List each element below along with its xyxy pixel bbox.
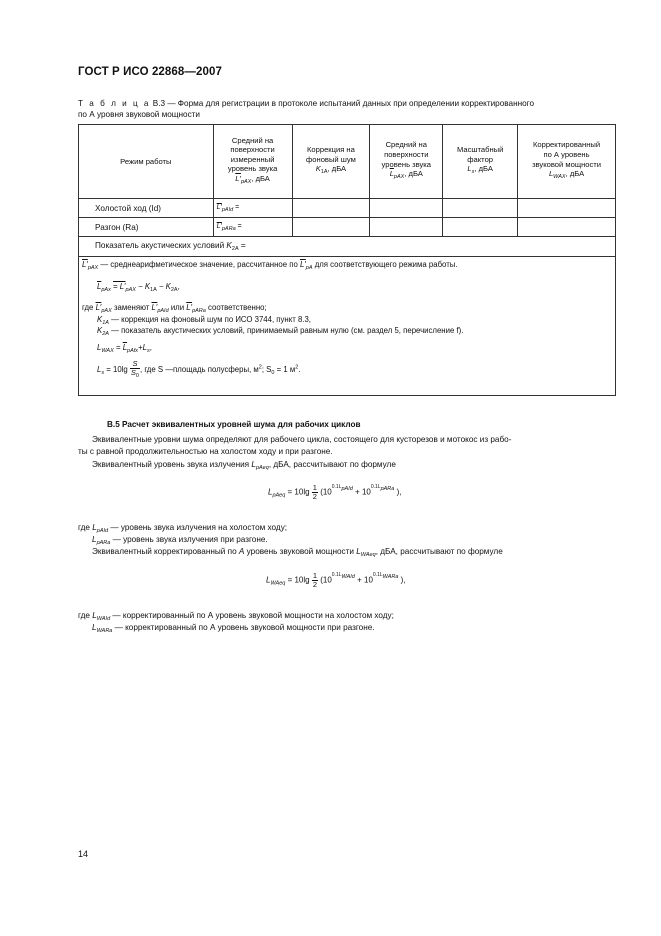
cell-racing-level[interactable]: $L'_{pARa}$ = xyxy=(213,218,292,237)
cell-idle-level[interactable]: $L'_{pAId}$ = xyxy=(213,199,292,218)
where-1: где $L_{pAId}$ — уровень звука излучения на холостом ходу; xyxy=(78,523,288,534)
note-7: $L_s = 10\lg$ $\frac{S}{S_0}$ , где S —площадь полусферы, $м^2$; $S_0 = 1$ $м^2$. xyxy=(97,359,301,379)
note-3: где $L'_{pAX}$ заменяют $L'_{pAId}$ или $L'_{pARa}$ соответственно; xyxy=(82,303,267,314)
cell-racing-ls[interactable] xyxy=(443,218,518,237)
caption-label: Т а б л и ц а xyxy=(78,99,151,108)
page-number: 14 xyxy=(78,849,89,859)
header-scale-factor: Масштабный фактор $L_s$, дБА xyxy=(443,125,518,199)
cell-racing-avg[interactable] xyxy=(370,218,443,237)
registration-table xyxy=(78,124,616,396)
section-title: В.5 Расчет эквивалентных уровней шума для рабочих циклов xyxy=(107,420,361,429)
row-label-idle: Холостой ход (Id) xyxy=(79,199,214,218)
table-notes-row xyxy=(79,257,616,396)
note-4: $K_{1A}$ — коррекция на фоновый шум по ИСО 3744, пункт 8.3, xyxy=(97,315,311,326)
header-measured-level: Средний на поверхности измеренный уровень звука $L'_{pAX}$, дБА xyxy=(213,125,292,199)
table-header-row xyxy=(79,125,616,199)
table-row-acoustic xyxy=(79,237,616,257)
note-2: $\overline{L}_{pAx} = L'_{pAX} - K_{1A} - K_{2A}$, xyxy=(97,282,180,293)
where-4: $L_{WARa}$ — корректированный по А уровень звуковой мощности при разгоне. xyxy=(92,623,375,634)
fraction-s-s0: $\frac{S}{S_0}$ xyxy=(130,359,139,379)
acoustic-conditions[interactable]: Показатель акустических условий $K_{2A}$ = xyxy=(79,237,616,257)
paragraph-3: Эквивалентный корректированный по А уровень звуковой мощности $L_{WAeq}$, дБА, рассчитывают по формуле xyxy=(92,547,503,558)
cell-idle-ls[interactable] xyxy=(443,199,518,218)
table-caption xyxy=(78,99,618,120)
where-2: $L_{pARa}$ — уровень звука излучения при разгоне. xyxy=(92,535,268,546)
formula-WAeq: $L_{WAeq} = 10\lg$ $\frac{1}{2}$ ($10^{0.1L_{WAId}} + 10^{0.1L_{WARa}}$ ), xyxy=(266,571,406,589)
fraction-one-half-2: $\frac{1}{2}$ xyxy=(312,571,317,589)
cell-idle-lwax[interactable] xyxy=(518,199,616,218)
header-sound-power: Корректированный по А уровень звуковой мощности $L_{WAX}$, дБА xyxy=(518,125,616,199)
cell-idle-k1a[interactable] xyxy=(292,199,370,218)
cell-racing-k1a[interactable] xyxy=(292,218,370,237)
notes-cell xyxy=(79,257,616,396)
paragraph-2: Эквивалентный уровень звука излучения $L_{pAeq}$, дБА, рассчитывают по формуле xyxy=(92,460,396,471)
paragraph-1-line-2: ты с равной продолжительностью на холостом ходу и при разгоне. xyxy=(78,447,333,456)
header-background-correction: Коррекция на фоновый шум $K_{1A}$, дБА xyxy=(292,125,370,199)
table-row xyxy=(79,199,616,218)
formula-pAeq: $L_{pAeq} = 10\lg$ $\frac{1}{2}$ ($10^{0.1L_{pAId}} + 10^{0.1L_{pARa}}$ ), xyxy=(268,483,402,501)
cell-racing-lwax[interactable] xyxy=(518,218,616,237)
note-1: $L'_{pAX}$ — среднеарифметическое значение, рассчитанное по $L'_{pA}$ для соответствующего режима работы. xyxy=(82,260,458,271)
row-label-racing: Разгон (Ra) xyxy=(79,218,214,237)
note-5: $K_{2A}$ — показатель акустических условий, принимаемый равным нулю (см. раздел 5, перечисление f). xyxy=(97,326,464,337)
paragraph-1-line-1: Эквивалентные уровни шума определяют для рабочего цикла, состоящего для кусторезов и мотокос из рабо- xyxy=(92,435,512,444)
cell-idle-avg[interactable] xyxy=(370,199,443,218)
where-3: где $L_{WAId}$ — корректированный по А уровень звуковой мощности на холостом ходу; xyxy=(78,611,394,622)
header-mode: Режим работы xyxy=(79,125,214,199)
caption-text-1: В.3 — Форма для регистрации в протоколе испытаний данных при определении корректированного xyxy=(152,99,535,108)
caption-text-2: по А уровня звуковой мощности xyxy=(78,109,201,119)
table-row xyxy=(79,218,616,237)
document-header: ГОСТ Р ИСО 22868—2007 xyxy=(78,66,223,78)
header-average-level: Средний на поверхности уровень звука $\overline{L}_{pAX}$, дБА xyxy=(370,125,443,199)
fraction-one-half: $\frac{1}{2}$ xyxy=(312,483,317,501)
note-6: $L_{WAX} = \overline{L}_{pAfx}+L_s$, xyxy=(97,343,152,354)
